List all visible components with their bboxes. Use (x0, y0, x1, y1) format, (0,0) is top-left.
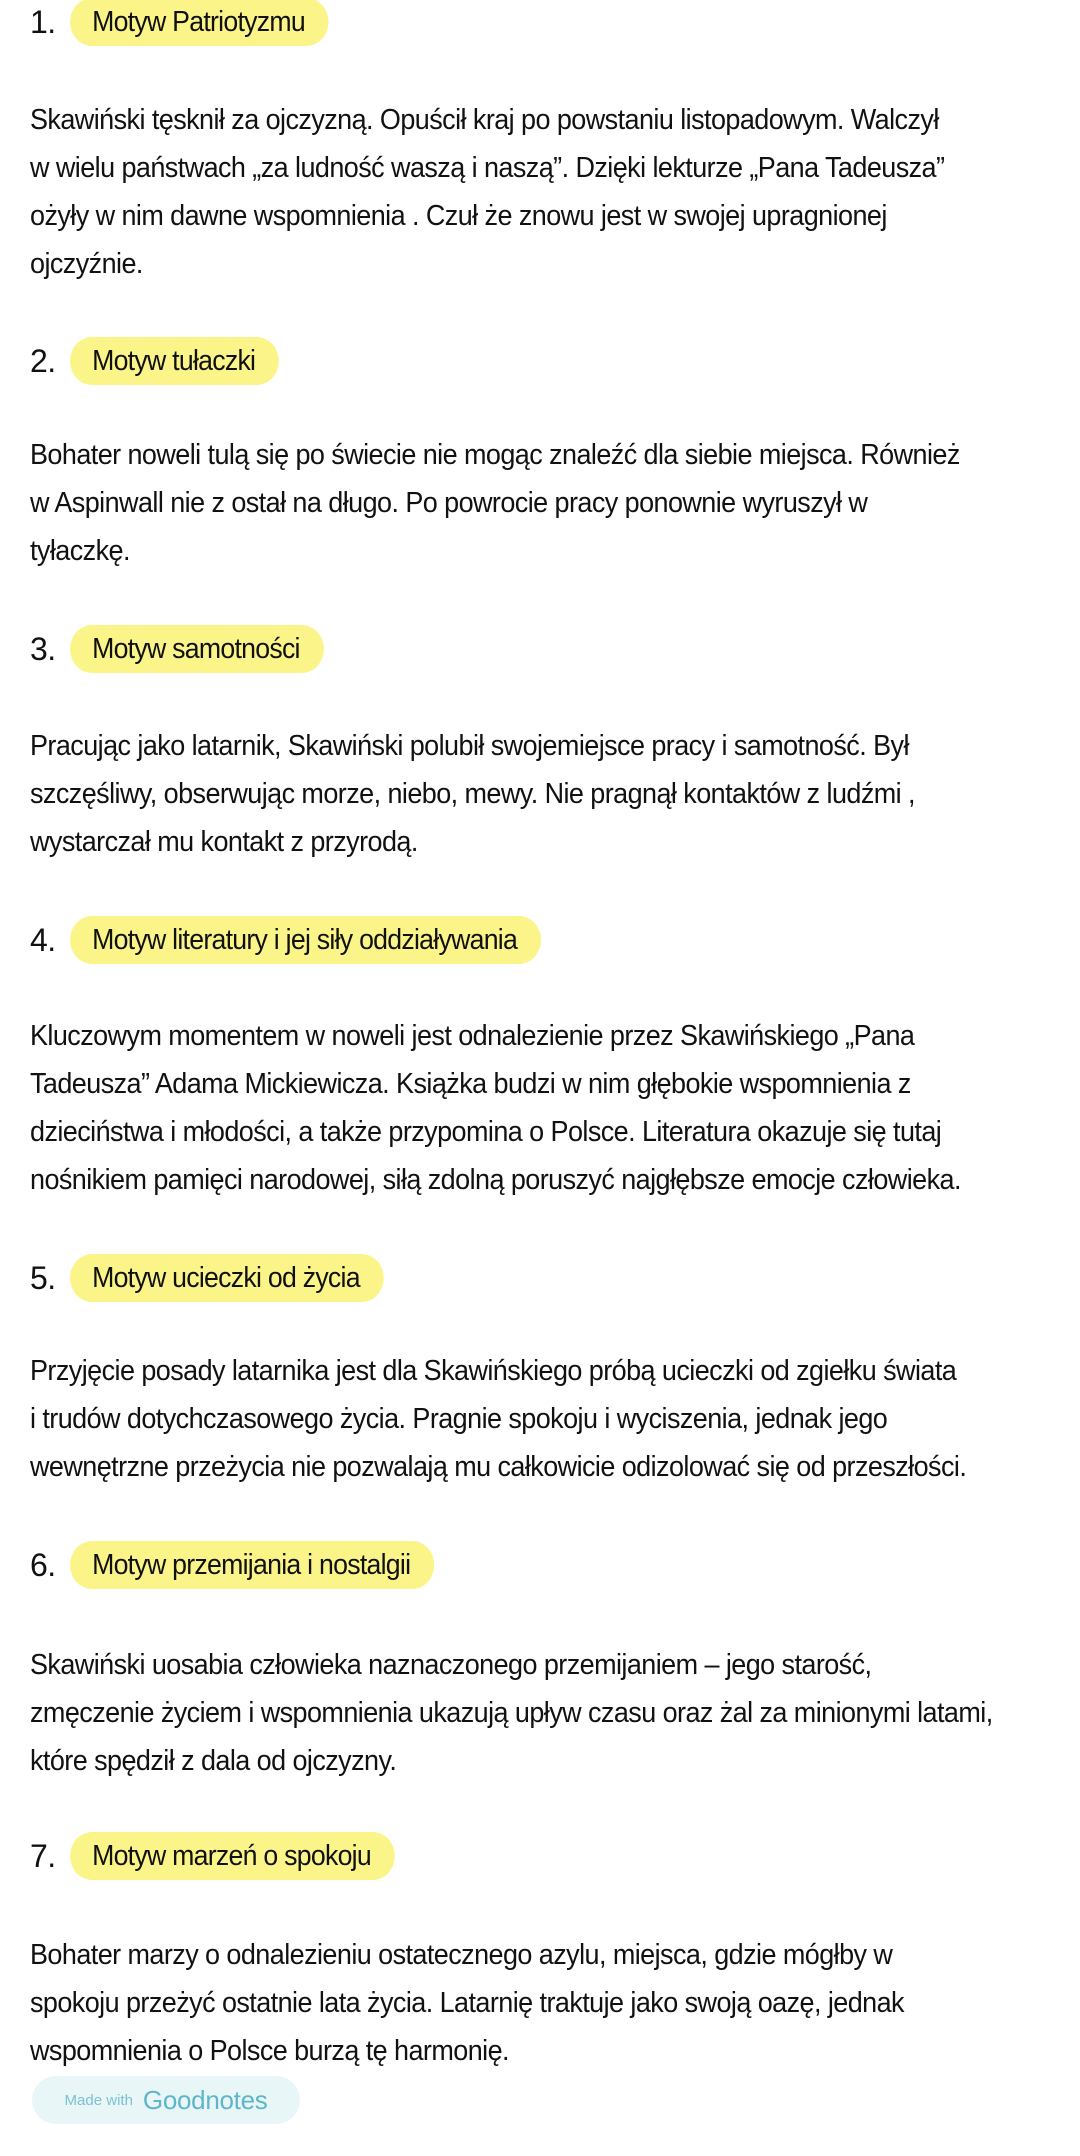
section-body (30, 96, 1060, 288)
goodnotes-watermark-badge[interactable] (32, 2076, 300, 2124)
section-title-highlight: Motyw przemijania i nostalgii (70, 1541, 434, 1589)
section-heading (30, 625, 346, 673)
body-line: i trudów dotychczasowego życia. Pragnie spokoju i wyciszenia, jednak jego (30, 1403, 888, 1435)
section-heading (30, 1254, 411, 1302)
section-title-highlight: Motyw ucieczki od życia (70, 1254, 384, 1302)
section-number: 2. (30, 342, 56, 379)
body-line: w wielu państwach „za ludność waszą i naszą”. Dzięki lekturze „Pana Tadeusza” (30, 152, 945, 184)
made-with-label: Made with (64, 2091, 133, 2109)
section-body (30, 1012, 1060, 1204)
section-heading (30, 1541, 466, 1589)
section-heading (30, 1832, 423, 1880)
section-number: 4. (30, 921, 56, 958)
section-title-highlight: Motyw samotności (70, 625, 324, 673)
section-body (30, 1347, 1060, 1491)
body-line: szczęśliwy, obserwując morze, niebo, mewy. Nie pragnął kontaktów z ludźmi , (30, 778, 915, 810)
section-heading (30, 0, 351, 46)
body-line: Skawiński tęsknił za ojczyzną. Opuścił kraj po powstaniu listopadowym. Walczył (30, 104, 939, 136)
section-title-highlight: Motyw marzeń o spokoju (70, 1832, 395, 1880)
body-line: spokoju przeżyć ostatnie lata życia. Latarnię traktuje jako swoją oazę, jednak (30, 1987, 904, 2019)
section-body (30, 1641, 1060, 1785)
section-title-highlight: Motyw literatury i jej siły oddziaływania (70, 916, 541, 964)
body-line: Tadeusza” Adama Mickiewicza. Książka budzi w nim głębokie wspomnienia z (30, 1068, 911, 1100)
body-line: nośnikiem pamięci narodowej, siłą zdolną poruszyć najgłębsze emocje człowieka. (30, 1164, 961, 1196)
section-number: 6. (30, 1546, 56, 1583)
body-line: Skawiński uosabia człowieka naznaczonego przemijaniem – jego starość, (30, 1649, 872, 1681)
body-line: Przyjęcie posady latarnika jest dla Skawińskiego próbą ucieczki od zgiełku świata (30, 1355, 957, 1387)
body-line: Pracując jako latarnik, Skawiński polubił swojemiejsce pracy i samotność. Był (30, 730, 909, 762)
section-body (30, 1931, 1060, 2075)
body-line: ojczyźnie. (30, 248, 143, 280)
body-line: dzieciństwa i młodości, a także przypomina o Polsce. Literatura okazuje się tutaj (30, 1116, 942, 1148)
section-heading (30, 337, 297, 385)
body-line: Bohater noweli tulą się po świecie nie mogąc znaleźć dla siebie miejsca. Również (30, 439, 960, 471)
body-line: zmęczenie życiem i wspomnienia ukazują upływ czasu oraz żal za minionymi latami, (30, 1697, 993, 1729)
goodnotes-logo-text: Goodnotes (142, 2084, 268, 2115)
body-line: ożyły w nim dawne wspomnienia . Czuł że znowu jest w swojej upragnionej (30, 200, 887, 232)
body-line: wspomnienia o Polsce burzą tę harmonię. (30, 2035, 509, 2067)
body-line: wewnętrzne przeżycia nie pozwalają mu całkowicie odizolować się od przeszłości. (30, 1451, 967, 1483)
section-body (30, 722, 1060, 866)
body-line: wystarczał mu kontakt z przyrodą. (30, 826, 418, 858)
body-line: Kluczowym momentem w noweli jest odnalezienie przez Skawińskiego „Pana (30, 1020, 915, 1052)
body-line: Bohater marzy o odnalezieniu ostatecznego azylu, miejsca, gdzie mógłby w (30, 1939, 893, 1971)
section-title-highlight: Motyw tułaczki (70, 337, 279, 385)
section-number: 1. (30, 3, 56, 40)
body-line: które spędził z dala od ojczyzny. (30, 1745, 397, 1777)
body-line: tyłaczkę. (30, 535, 130, 567)
body-line: w Aspinwall nie z ostał na długo. Po powrocie pracy ponownie wyruszył w (30, 487, 868, 519)
section-heading (30, 916, 582, 964)
section-number: 7. (30, 1837, 56, 1874)
section-title-highlight: Motyw Patriotyzmu (70, 0, 329, 46)
section-number: 5. (30, 1259, 56, 1296)
section-body (30, 431, 1060, 575)
section-number: 3. (30, 630, 56, 667)
